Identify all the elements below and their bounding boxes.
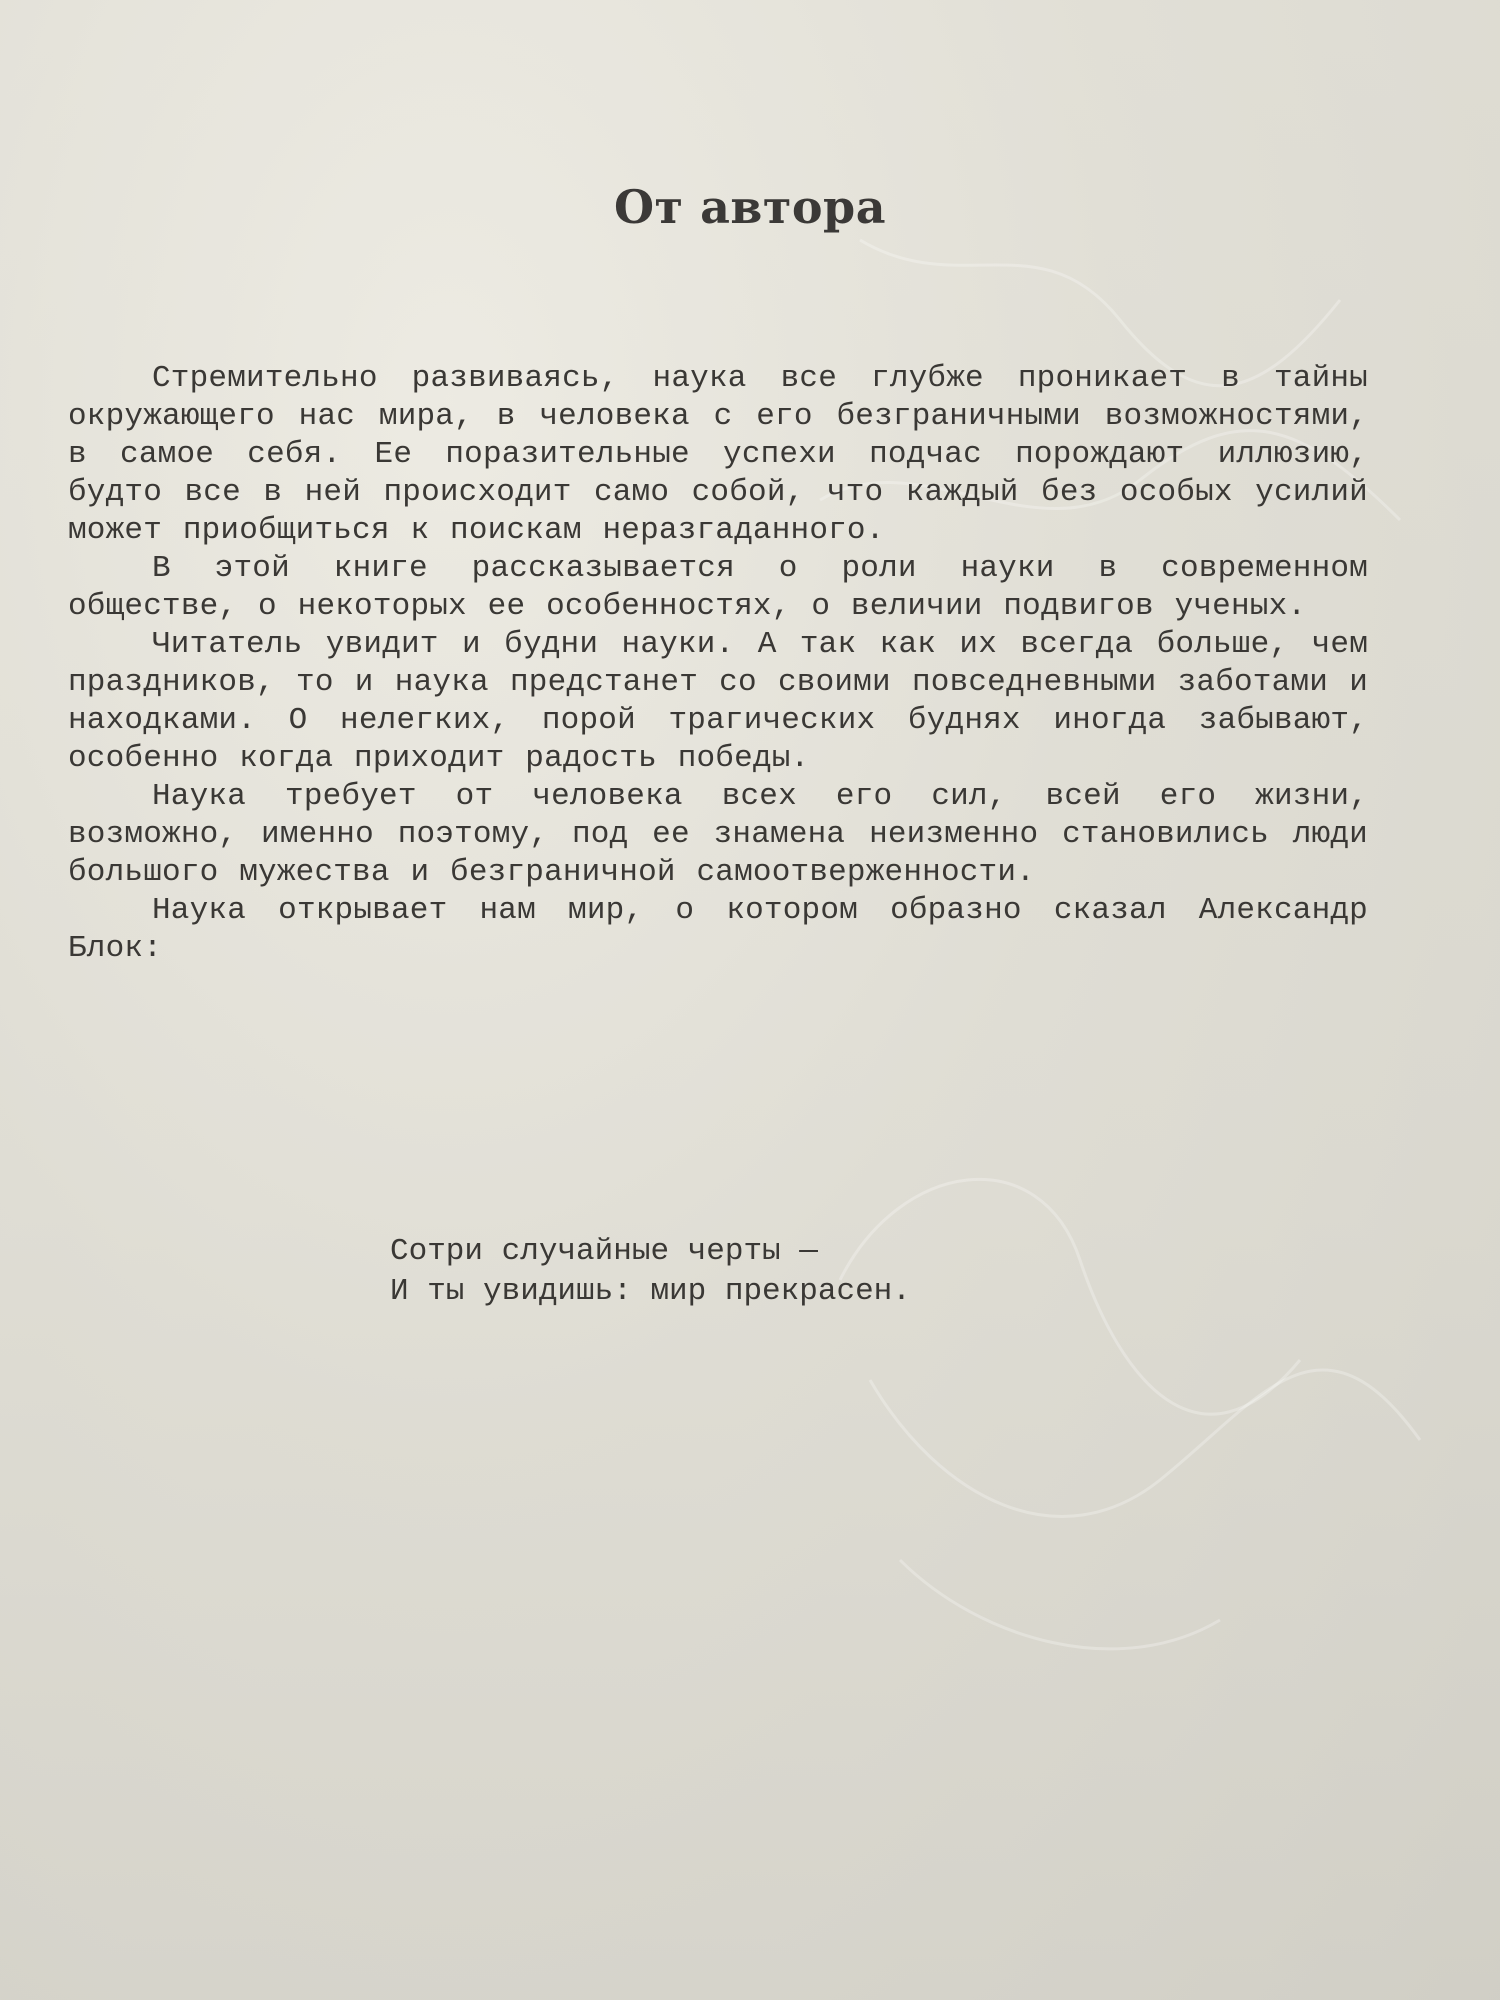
paragraph-2: В этой книге рассказывается о роли науки в современном обществе, о некоторых ее особенностях, о величии подвигов ученых. [68, 551, 1368, 624]
verse-quote [390, 1232, 911, 1312]
paragraph-3: Читатель увидит и будни науки. А так как их всегда больше, чем праздников, то и наука предстанет со своими повседневными заботами и находками. О нелегких, порой трагических буднях иногда забывают, особенно когда приходит радость победы. [68, 627, 1368, 776]
paragraph-1: Стремительно развиваясь, наука все глубже проникает в тайны окружающего нас мира, в человека с его безграничными возможностями, в самое себя. Ее поразительные успехи подчас порождают иллюзию, будто все в ней происходит само собой, что каждый без особых усилий может приобщиться к поискам неразгаданного. [68, 361, 1368, 548]
paragraph-4: Наука требует от человека всех его сил, всей его жизни, возможно, именно поэтому, под ее знамена неизменно становились люди большого мужества и безграничной самоотверженности. [68, 779, 1368, 890]
author-preface-text [68, 360, 1368, 968]
verse-line-2: И ты увидишь: мир прекрасен. [390, 1274, 911, 1309]
paragraph-5: Наука открывает нам мир, о котором образно сказал Александр Блок: [68, 893, 1368, 966]
verse-line-1: Сотри случайные черты — [390, 1234, 818, 1269]
page-title: От автора [613, 180, 886, 234]
